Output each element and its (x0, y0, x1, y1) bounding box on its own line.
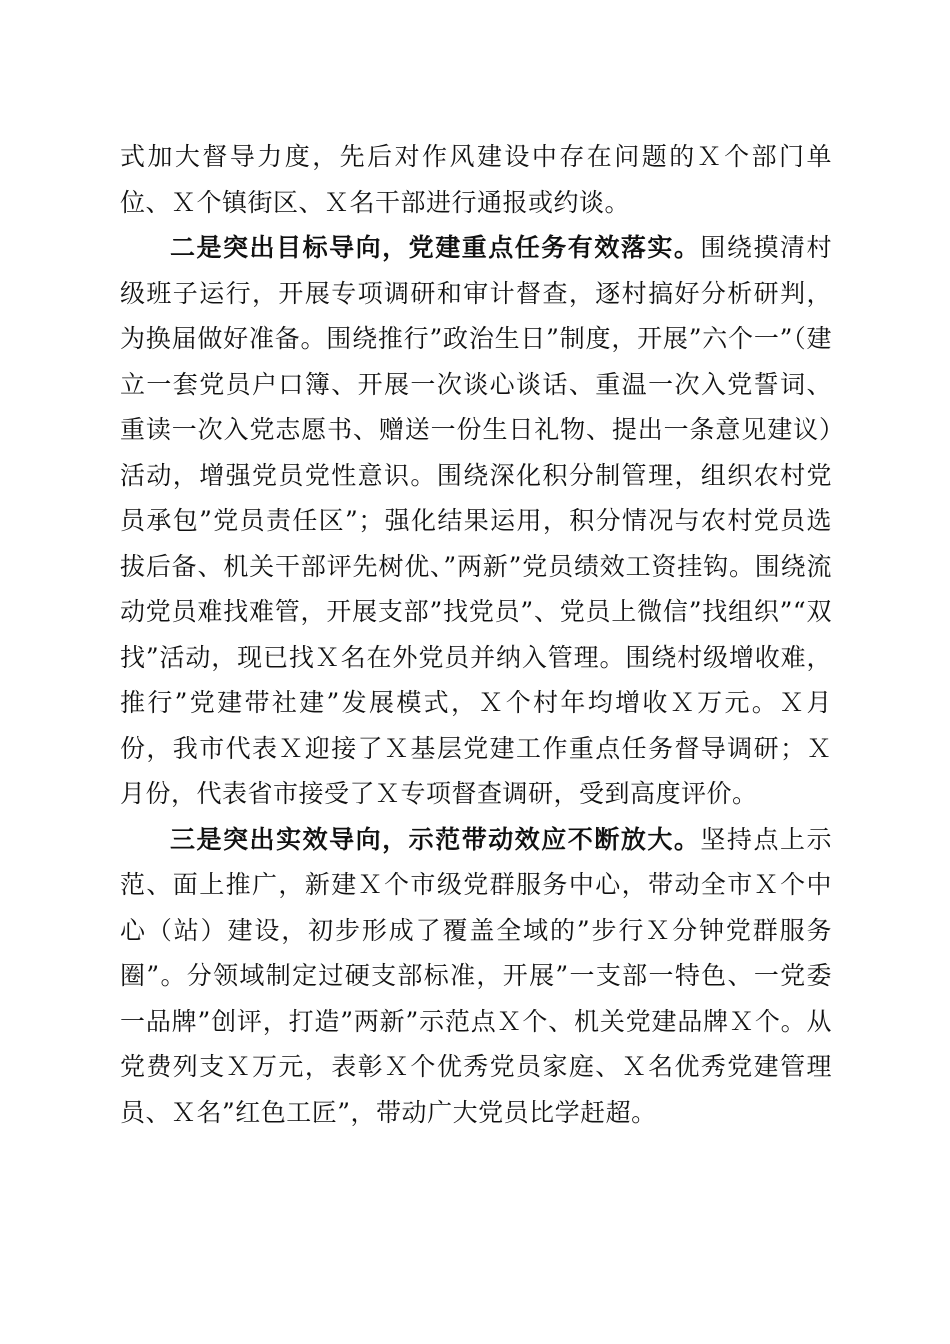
paragraph-text: 围绕摸清村级班子运行，开展专项调研和审计督查，逐村搞好分析研判，为换届做好准备。围绕推行”政治生日”制度，开展”六个一”（建立一套党员户口簿、开展一次谈心谈话、重温一次入党誓词、重读一次入党志愿书、赠送一份生日礼物、提出一条意见建议）活动，增强党员党性意识。围绕深化积分制管理，组织农村党员承包”党员责任区”；强化结果运用，积分情况与农村党员选拔后备、机关干部评先树优、”两新”党员绩效工资挂钩。围绕流动党员难找难管，开展支部”找党员”、党员上微信”找组织”“双找”活动，现已找Ｘ名在外党员并纳入管理。围绕村级增收难，推行”党建带社建”发展模式，Ｘ个村年均增收Ｘ万元。Ｘ月份，我市代表Ｘ迎接了Ｘ基层党建工作重点任务督导调研；Ｘ月份，代表省市接受了Ｘ专项督查调研，受到高度评价。 (120, 233, 832, 808)
paragraph-effect-orientation (120, 817, 832, 1136)
document-body (120, 134, 832, 1135)
paragraph-target-orientation (120, 225, 832, 817)
paragraph-lead-heading: 二是突出目标导向，党建重点任务有效落实。 (170, 233, 701, 262)
paragraph-lead-heading: 三是突出实效导向，示范带动效应不断放大。 (170, 824, 701, 854)
paragraph-continuation (120, 134, 832, 225)
paragraph-text: 式加大督导力度，先后对作风建设中存在问题的Ｘ个部门单位、Ｘ个镇街区、Ｘ名干部进行通报或约谈。 (120, 142, 832, 217)
paragraph-text: 坚持点上示范、面上推广，新建Ｘ个市级党群服务中心，带动全市Ｘ个中心（站）建设，初步形成了覆盖全域的”步行Ｘ分钟党群服务圈”。分领域制定过硬支部标准，开展”一支部一特色、一党委一品牌”创评，打造”两新”示范点Ｘ个、机关党建品牌Ｘ个。从党费列支Ｘ万元，表彰Ｘ个优秀党员家庭、Ｘ名优秀党建管理员、Ｘ名”红色工匠”，带动广大党员比学赶超。 (120, 824, 832, 1127)
